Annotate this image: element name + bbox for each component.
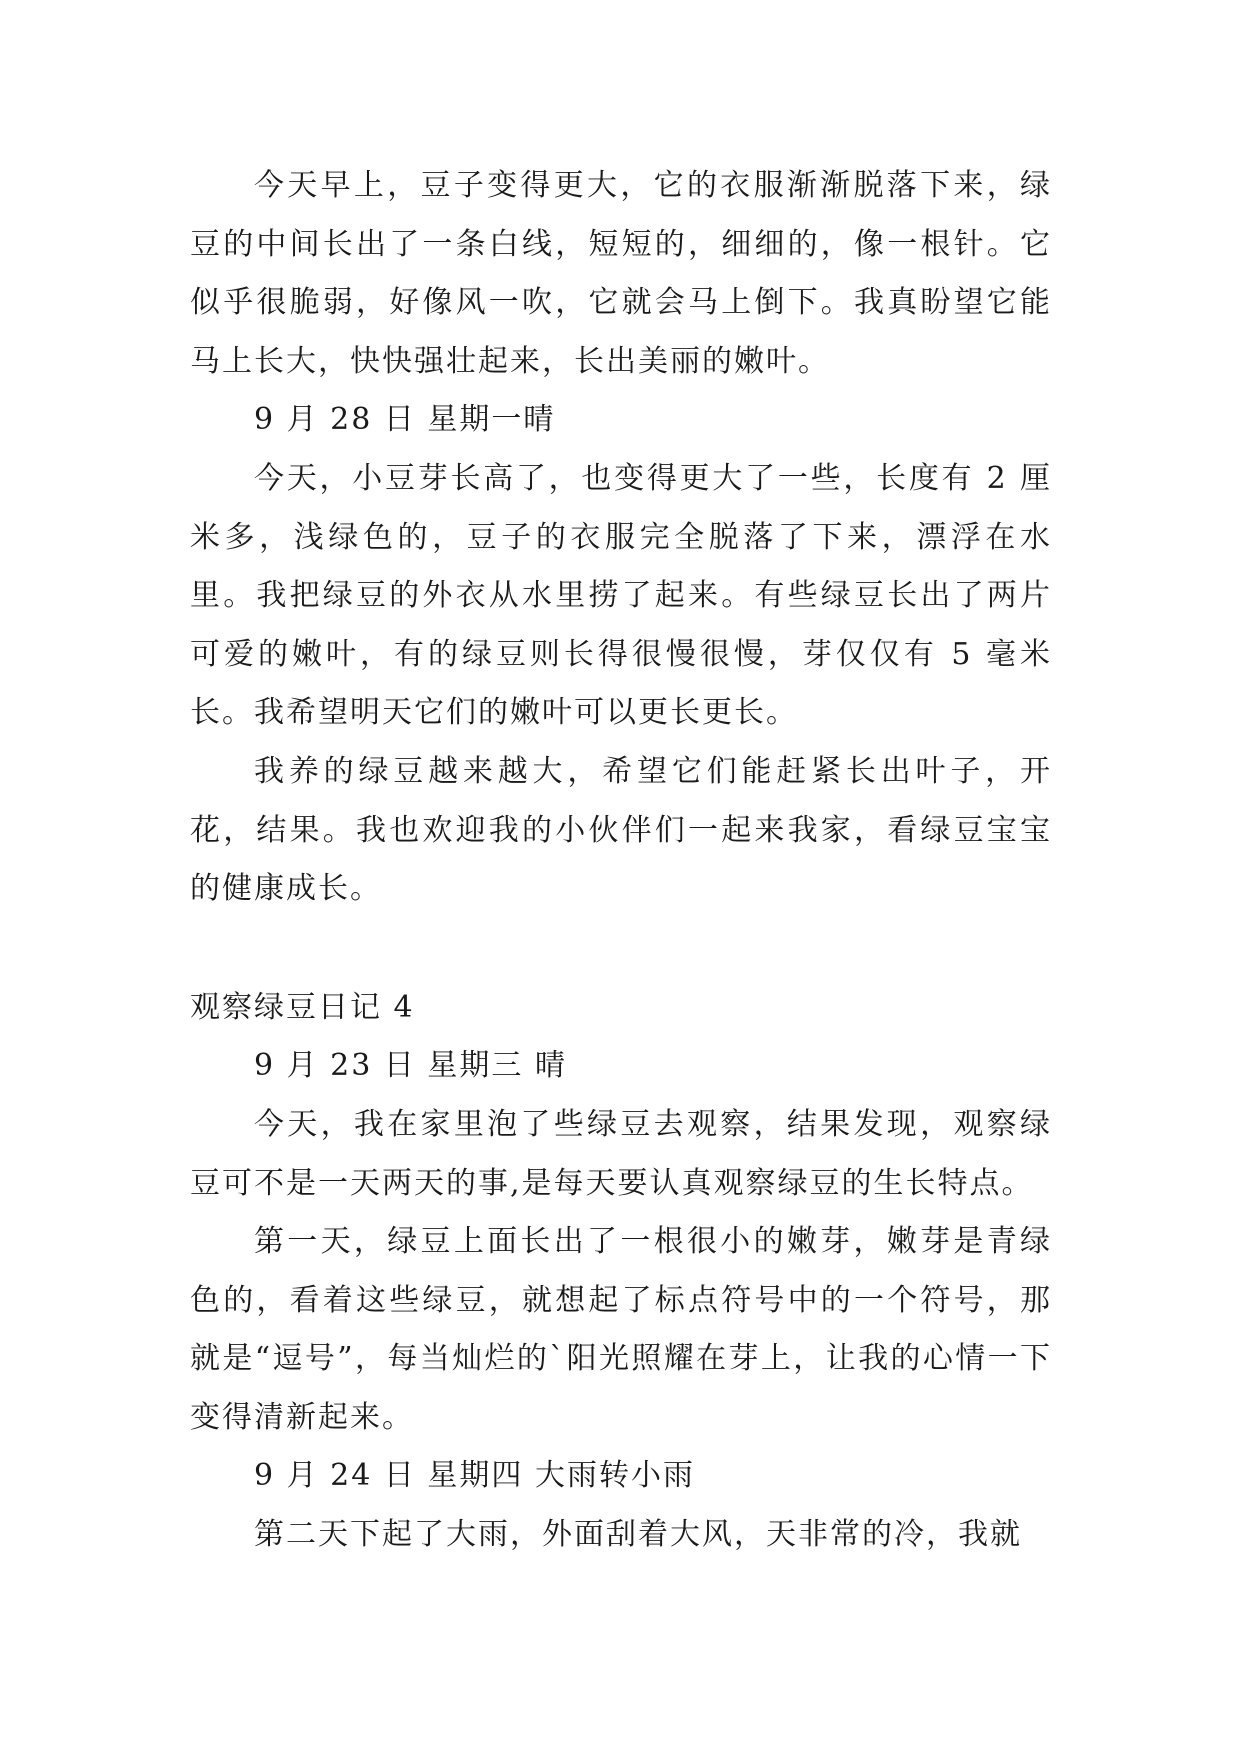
paragraph: 我养的绿豆越来越大，希望它们能赶紧长出叶子，开花，结果。我也欢迎我的小伙伴们一起来我家，看绿豆宝宝的健康成长。 (190, 753, 1052, 907)
paragraph: 今天，小豆芽长高了，也变得更大了一些，长度有 2 厘米多，浅绿色的，豆子的衣服完全脱落了下来，漂浮在水里。我把绿豆的外衣从水里捞了起来。有些绿豆长出了两片可爱的嫩叶，有的绿豆则长得很慢很慢，芽仅仅有 5 毫米长。我希望明天它们的嫩叶可以更长更长。 (190, 460, 1052, 731)
paragraph: 第二天下起了大雨，外面刮着大风，天非常的冷，我就 (254, 1517, 1022, 1553)
diary-date-line: 9 月 28 日 星期一晴 (254, 402, 556, 438)
section-title: 观察绿豆日记 4 (190, 989, 415, 1025)
section-gap (190, 919, 1052, 979)
document-body (190, 157, 1052, 1565)
paragraph: 第一天，绿豆上面长出了一根很小的嫩芽，嫩芽是青绿色的，看着这些绿豆，就想起了标点符号中的一个符号，那就是“逗号”，每当灿烂的`阳光照耀在芽上，让我的心情一下变得清新起来。 (190, 1224, 1052, 1435)
diary-date-line: 9 月 23 日 星期三 晴 (254, 1048, 567, 1084)
paragraph: 今天早上，豆子变得更大，它的衣服渐渐脱落下来，绿豆的中间长出了一条白线，短短的，细细的，像一根针。它似乎很脆弱，好像风一吹，它就会马上倒下。我真盼望它能马上长大，快快强壮起来，长出美丽的嫩叶。 (190, 168, 1052, 379)
paragraph: 今天，我在家里泡了些绿豆去观察，结果发现，观察绿豆可不是一天两天的事,是每天要认真观察绿豆的生长特点。 (190, 1106, 1052, 1201)
diary-date-line: 9 月 24 日 星期四 大雨转小雨 (254, 1458, 695, 1494)
